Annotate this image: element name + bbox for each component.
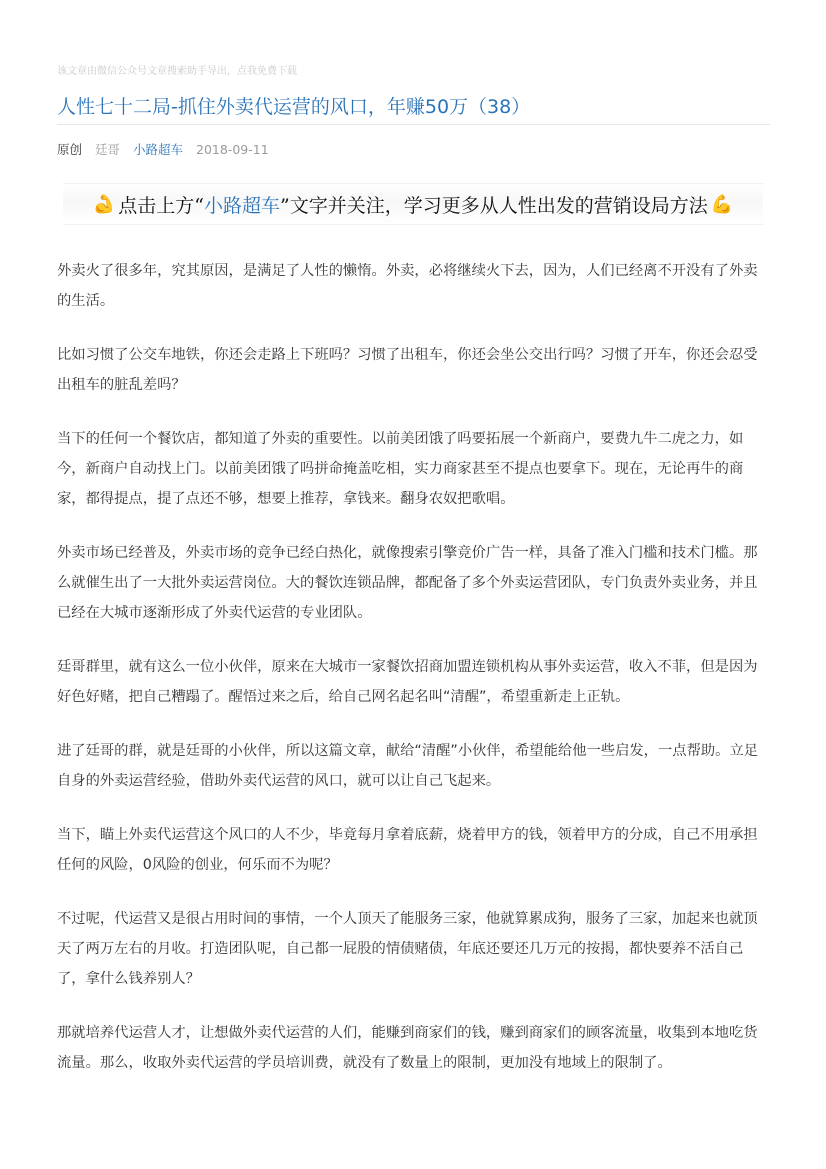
article-body xyxy=(57,256,769,1102)
flexed-biceps-icon: 💪 xyxy=(92,193,116,215)
follow-banner xyxy=(63,183,763,225)
banner-account-link[interactable]: 小路超车 xyxy=(203,194,280,217)
body-paragraph: 廷哥群里，就有这么一位小伙伴，原来在大城市一家餐饮招商加盟连锁机构从事外卖运营，收入不菲，但是因为好色好赌，把自己糟蹋了。醒悟过来之后，给自己网名起名叫“清醒”，希望重新走上正轨。 xyxy=(57,659,758,705)
article-title: 人性七十二局-抓住外卖代运营的风口，年赚50万（38） xyxy=(57,96,531,118)
banner-prefix: 点击上方“ xyxy=(118,194,204,217)
article-meta xyxy=(57,140,278,158)
body-paragraph: 进了廷哥的群，就是廷哥的小伙伴，所以这篇文章，献给“清醒”小伙伴，希望能给他一些启发，一点帮助。立足自身的外卖运营经验，借助外卖代运营的风口，就可以让自己飞起来。 xyxy=(57,743,759,789)
body-paragraph: 那就培养代运营人才，让想做外卖代运营的人们，能赚到商家们的钱，赚到商家们的顾客流量，收集到本地吃货流量。那么，收取外卖代运营的学员培训费，就没有了数量上的限制，更加没有地域上的限制了。 xyxy=(57,1025,758,1071)
body-paragraph: 当下，瞄上外卖代运营这个风口的人不少，毕竟每月拿着底薪，烧着甲方的钱，领着甲方的分成，自己不用承担任何的风险，0风险的创业，何乐而不为呢？ xyxy=(57,827,758,873)
export-watermark-link[interactable]: 该文章由微信公众号文章搜索助手导出，点我免费下载 xyxy=(57,66,297,77)
title-divider xyxy=(57,124,770,125)
body-paragraph: 外卖火了很多年，究其原因，是满足了人性的懒惰。外卖，必将继续火下去，因为，人们已经离不开没有了外卖的生活。 xyxy=(57,263,758,309)
body-paragraph: 当下的任何一个餐饮店，都知道了外卖的重要性。以前美团饿了吗要拓展一个新商户，要费九牛二虎之力，如今，新商户自动找上门。以前美团饿了吗拼命掩盖吃相，实力商家甚至不提点也要拿下。现在，无论再牛的商家，都得提点，提了点还不够，想要上推荐，拿钱来。翻身农奴把歌唱。 xyxy=(57,431,744,507)
publish-date: 2018-09-11 xyxy=(196,142,269,157)
banner-suffix: ”文字并关注，学习更多从人性出发的营销设局方法 xyxy=(280,194,708,217)
flexed-biceps-icon: 💪 xyxy=(710,193,734,215)
body-paragraph: 外卖市场已经普及，外卖市场的竞争已经白热化，就像搜索引擎竞价广告一样，具备了准入门槛和技术门槛。那么就催生出了一大批外卖运营岗位。大的餐饮连锁品牌，都配备了多个外卖运营团队，专门负责外卖业务，并且已经在大城市逐渐形成了外卖代运营的专业团队。 xyxy=(57,545,758,621)
account-link[interactable]: 小路超车 xyxy=(133,142,184,157)
body-paragraph: 比如习惯了公交车地铁，你还会走路上下班吗？习惯了出租车，你还会坐公交出行吗？习惯了开车，你还会忍受出租车的脏乱差吗？ xyxy=(57,347,758,393)
author-name: 廷哥 xyxy=(95,142,121,157)
body-paragraph: 不过呢，代运营又是很占用时间的事情，一个人顶天了能服务三家，他就算累成狗，服务了三家，加起来也就顶天了两万左右的月收。打造团队呢，自己都一屁股的情债赌债，年底还要还几万元的按揭，都快要养不活自己了，拿什么钱养别人？ xyxy=(57,911,758,987)
original-label: 原创 xyxy=(57,142,83,157)
